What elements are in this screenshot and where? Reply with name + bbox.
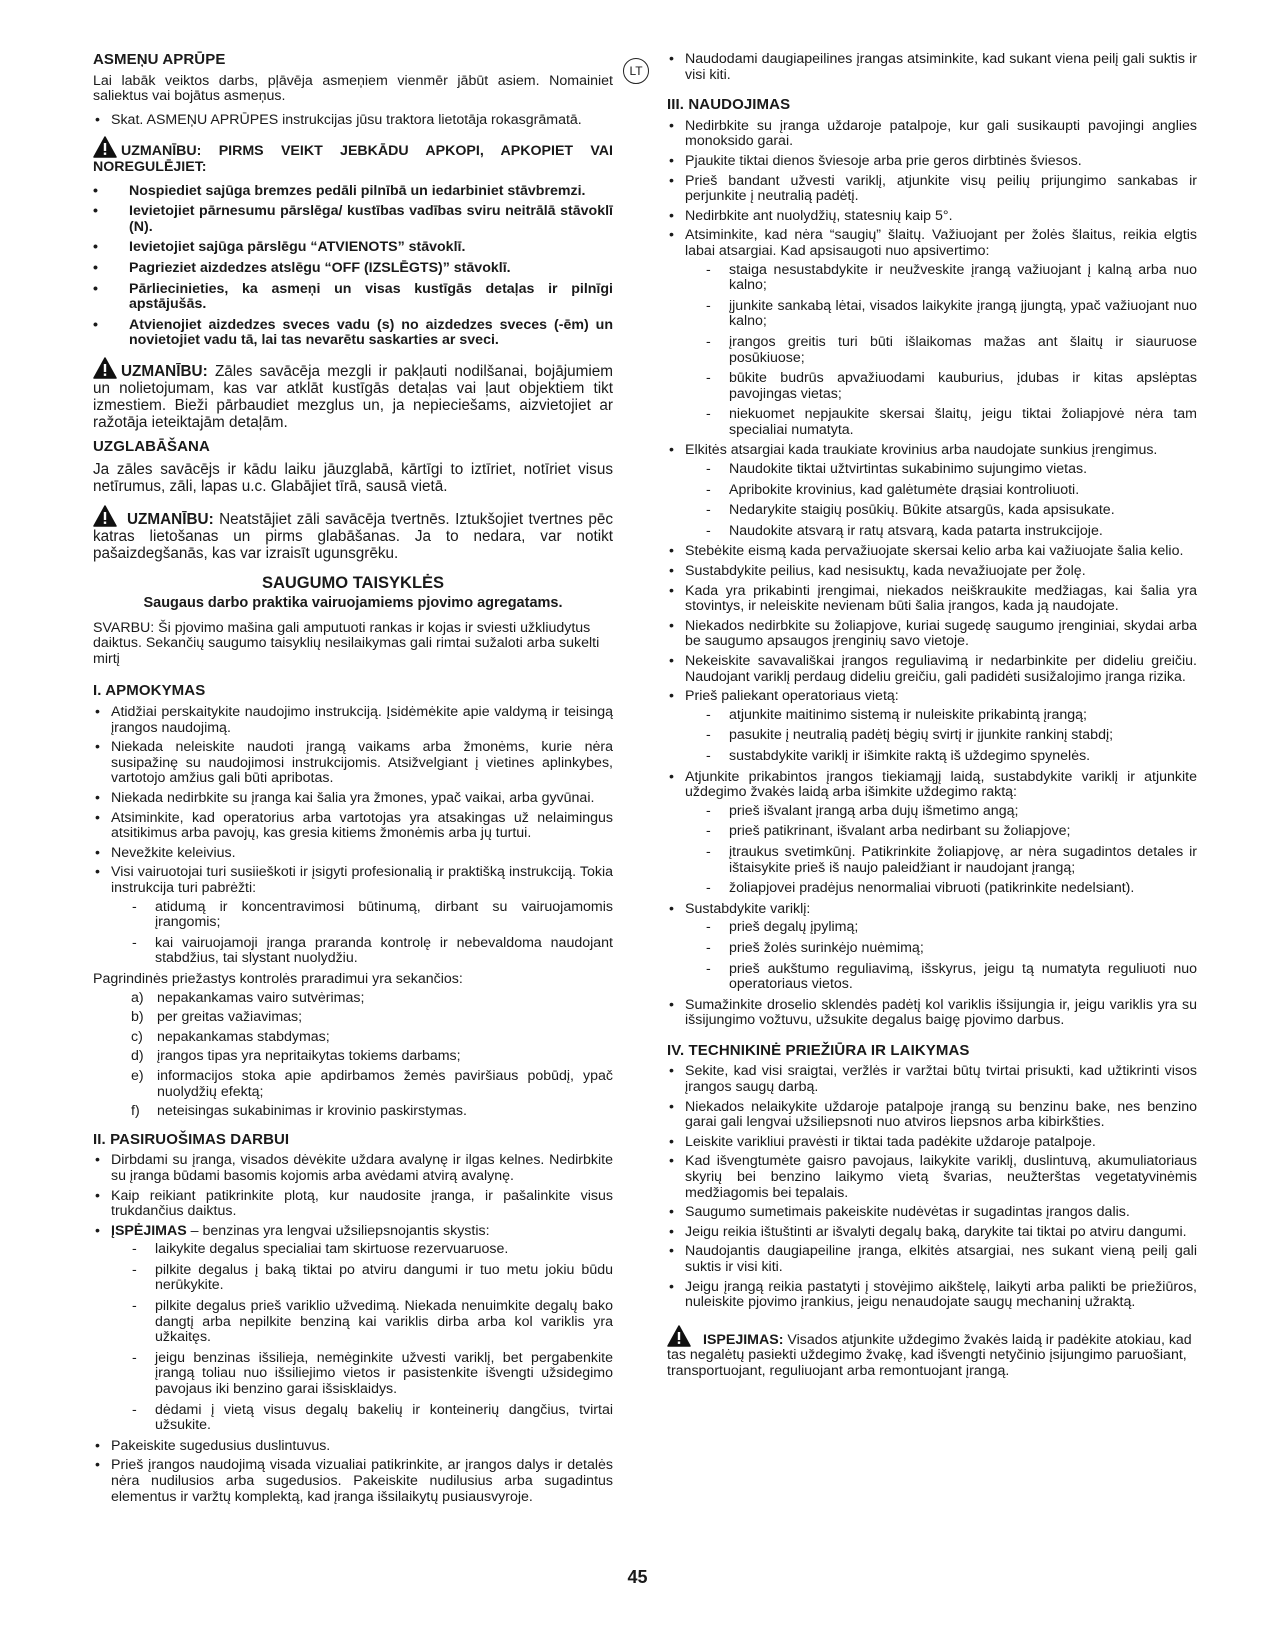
item-text: įrangos tipas yra nepritaikytas tokiems darbams; xyxy=(157,1048,461,1065)
list-item xyxy=(93,1049,613,1065)
list-item: • Jeigu įrangą reikia pastatyti į stovėjimo aikštelę, laikyti arba palikti be priežiūros, nuleiskite pjovimo įrankius, jeigu nenaudojate saugų mechaninį užraktą. xyxy=(667,1280,1197,1311)
sub-list-item: - Apribokite krovinius, kad galėtumėte drąsiai kontroliuoti. xyxy=(667,483,1197,499)
list-item: • Saugumo sumetimais pakeiskite nudėvėtas ir sugadintas įrangos dalis. xyxy=(667,1205,1197,1221)
list-item: • Pārliecinieties, ka asmeņi un visas kustīgās detaļas ir pilnīgi apstājušās. xyxy=(93,282,613,313)
list-item: • Ievietojiet sajūga pārslēgu “ATVIENOTS” stāvoklī. xyxy=(93,240,613,256)
list-item: • Niekados nelaikykite uždaroje patalpoje įrangą su benzinu bake, nes benzino garai gali lengvai užsiliepsnoti nuo atviros liepsnos arba kibirkšties. xyxy=(667,1100,1197,1131)
top-list xyxy=(667,52,1197,83)
warning-icon xyxy=(93,136,117,158)
sub-list-item: - jeigu benzinas išsilieja, nemėginkite užvesti variklį, bet pergabenkite įrangą toliau nuo išsiliejimo vietos ir pasistenkite išvengti užsidegimo pavojaus iki benzino garai išsisklaidys. xyxy=(93,1351,613,1398)
list-item: • Sumažinkite droselio sklendės padėtį kol variklis išsijungia ir, jeigu variklis yra su išsijungimo vožtuvu, užsukite degalus baigę pjovimo darbus. xyxy=(667,998,1197,1029)
sub-list-item: - prieš degalų įpylimą; xyxy=(667,920,1197,936)
warning-label: UZMANĪBU: xyxy=(121,362,208,380)
sub-list xyxy=(667,804,1197,897)
item-text: per greitas važiavimas; xyxy=(157,1009,303,1026)
list-item xyxy=(667,228,1197,438)
item-key: a) xyxy=(131,989,144,1006)
sub-list-item: - įrangos greitis turi būti išlaikomas mažas ant šlaitų ir siauruose posūkiuose; xyxy=(667,335,1197,366)
list-item xyxy=(667,443,1197,539)
list-item-text: Sustabdykite variklį: xyxy=(685,900,811,917)
list-item: • Ievietojiet pārnesumu pārslēga/ kustības vadības sviru neitrālā stāvoklī (N). xyxy=(93,204,613,235)
list-item: • Sustabdykite peilius, kad nesisuktų, kada nevažiuojate per žolę. xyxy=(667,564,1197,580)
list-item xyxy=(93,1104,613,1120)
list-item: • Pagrieziet aizdedzes atslēgu “OFF (IZSLĒGTS)” stāvoklī. xyxy=(93,261,613,277)
warning-label: ĮSPĖJIMAS xyxy=(111,1222,187,1239)
item-text: nepakankamas stabdymas; xyxy=(157,1028,330,1045)
causes-list xyxy=(93,991,613,1120)
list-item xyxy=(93,991,613,1007)
sub-list-item: - prieš išvalant įrangą arba dujų išmetimo angą; xyxy=(667,804,1197,820)
list-item: • Prieš bandant užvesti variklį, atjunkite visų peilių prijungimo sankabas ir perjunkite į neutralią padėtį. xyxy=(667,174,1197,205)
item-key: c) xyxy=(131,1028,143,1045)
care-text: Lai labāk veiktos darbs, pļāvēja asmeņiem vienmēr jābūt asiem. Nomainiet saliektus vai bojātus asmeņus. xyxy=(93,72,613,105)
warning-title: UZMANĪBU: PIRMS VEIKT JEBKĀDU APKOPI, APKOPIET VAI NOREGULĒJIET: xyxy=(93,143,613,175)
list-item xyxy=(667,902,1197,993)
sub-list-item: - sustabdykite variklį ir išimkite raktą iš uždegimo spynelės. xyxy=(667,749,1197,765)
list-item: • Pakeiskite sugedusius duslintuvus. xyxy=(93,1439,613,1455)
section-heading: II. PASIRUOŠIMAS DARBUI xyxy=(93,1130,290,1148)
list-item xyxy=(93,1069,613,1100)
list-item: • Dirbdami su įranga, visados dėvėkite uždara avalynę ir ilgas kelnes. Nedirbkite su įranga būdami basomis kojomis arba avėdami atvirą avalynę. xyxy=(93,1153,613,1184)
item-text: neteisingas sukabinimas ir krovinio paskirstymas. xyxy=(157,1103,467,1120)
warning-icon xyxy=(667,1325,691,1347)
list-item: • Niekada neleiskite naudoti įrangą vaikams arba žmonėms, kurie nėra susipažinę su naudojimosi instrukcijomis. Atsižvelgiant į vietines aplinkybes, vartotojo amžius gali būti apribotas. xyxy=(93,740,613,787)
list-item: • Prieš įrangos naudojimą visada vizualiai patikrinkite, ar įrangos dalys ir detalės nėra nudilusios arba sugedusios. Pakeiskite nudilusius arba sugadintus elementus ir varžtų komplektą, kad įranga išsilaikytų pusiausvyroje. xyxy=(93,1458,613,1505)
list-item: • Jeigu reikia ištuštinti ar išvalyti degalų baką, darykite tai tiktai po atviru dangumi. xyxy=(667,1225,1197,1241)
sub-list-item: - atidumą ir koncentravimosi būtinumą, dirbant su vairuojamomis įrangomis; xyxy=(93,900,613,931)
section-heading: III. NAUDOJIMAS xyxy=(667,96,791,114)
safety-subtitle: Saugaus darbo praktika vairuojamiems pjovimo agregatams. xyxy=(143,595,563,612)
causes-intro: Pagrindinės priežastys kontrolės praradimui yra sekančios: xyxy=(93,970,463,987)
item-text: nepakankamas vairo sutvėrimas; xyxy=(157,989,365,1006)
important-text: SVARBU: Ši pjovimo mašina gali amputuoti rankas ir kojas ir sviesti užkliudytus daiktus. Sekančių saugumo taisyklių nesilaikymas gali rimtai sužaloti arba sukelti mirtį xyxy=(93,619,600,667)
sub-list-item: - prieš patikrinant, išvalant arba nedirbant su žoliapjove; xyxy=(667,824,1197,840)
list-item: • Pjaukite tiktai dienos šviesoje arba prie geros dirbtinės šviesos. xyxy=(667,154,1197,170)
care-heading: ASMEŅU APRŪPE xyxy=(93,51,226,68)
maintenance-list xyxy=(667,1064,1197,1310)
sub-list-item: - pasukite į neutralią padėtį bėgių svirtį ir įjunkite rankinį stabdį; xyxy=(667,728,1197,744)
sub-list xyxy=(667,462,1197,539)
warning-block xyxy=(93,136,613,175)
section-heading: IV. TECHNIKINĖ PRIEŽIŪRA IR LAIKYMAS xyxy=(667,1041,970,1059)
sub-list-item: - pilkite degalus prieš variklio užvedimą. Niekada nenuimkite degalų bako dangtį arba nepilkite benziną kai variklis dirba arba kol variklis yra užkaitęs. xyxy=(93,1299,613,1346)
sub-list-item: - atjunkite maitinimo sistemą ir nuleiskite prikabintą įrangą; xyxy=(667,708,1197,724)
sub-list-item: - prieš žolės surinkėjo nuėmimą; xyxy=(667,941,1197,957)
list-item: • Kad išvengtumėte gaisro pavojaus, laikykite variklį, duslintuvą, akumuliatoriaus skyrių bei benzino laikymo vietą švarias, neužterštas vegetatyvinėmis medžiagomis bei tepalais. xyxy=(667,1154,1197,1201)
warning-label: UZMANĪBU: xyxy=(127,510,214,528)
list-item: • Nekeiskite savavališkai įrangos reguliavimą ir nedarbinkite per dideliu greičiu. Naudojant variklį perdaug dideliu greičiu, gali padidėti susižalojimo įranga rizika. xyxy=(667,654,1197,685)
sub-list-item: - žoliapjovei pradėjus nenormaliai vibruoti (patikrinkite nedelsiant). xyxy=(667,881,1197,897)
list-item: • Nevežkite keleivius. xyxy=(93,846,613,862)
item-text: informacijos stoka apie apdirbamos žemės paviršiaus pobūdį, ypač nuolydžių efektą; xyxy=(157,1067,613,1100)
list-item: • Leiskite varikliui pravėsti ir tiktai tada padėkite uždaroje patalpoje. xyxy=(667,1135,1197,1151)
warning-block xyxy=(93,357,613,431)
list-item xyxy=(667,689,1197,764)
sub-list xyxy=(93,1242,613,1434)
sub-list xyxy=(667,920,1197,992)
sub-list-item: - pilkite degalus į baką tiktai po atviru dangumi ir tuo metu jokiu būdu nerūkykite. xyxy=(93,1263,613,1294)
sub-list-item: - niekuomet nepjaukite skersai šlaitų, jeigu tiktai žoliapjovė nėra tam specialiai numatyta. xyxy=(667,407,1197,438)
sub-list-item: - staiga nesustabdykite ir neužveskite įrangą važiuojant į kalną arba nuo kalno; xyxy=(667,263,1197,294)
warning-steps-list xyxy=(93,184,613,349)
warning-block xyxy=(667,1325,1197,1380)
list-item-text: Atjunkite prikabintos įrangos tiekiamąjį laidą, sustabdykite variklį ir atjunkite uždegimo žvakės laidą arba išimkite uždegimo raktą: xyxy=(685,768,1197,801)
sub-list-item: - dėdami į vietą visus degalų bakelių ir konteinerių dangčius, tvirtai užsukite. xyxy=(93,1403,613,1434)
list-item xyxy=(93,865,613,967)
list-item xyxy=(667,770,1197,897)
list-item: • Naudodami daugiapeilines įrangas atsiminkite, kad sukant viena peilį gali suktis ir visi kiti. xyxy=(667,52,1197,83)
list-item: • Stebėkite eismą kada pervažiuojate skersai kelio arba kai važiuojate šalia kelio. xyxy=(667,544,1197,560)
sub-list-item: - kai vairuojamoji įranga praranda kontrolę ir nebevaldoma naudojant stabdžius, tai slystant nuolydžiu. xyxy=(93,936,613,967)
warning-text: Zāles savācēja mezgli ir pakļauti nodilšanai, bojājumiem un nolietojumam, kas var atklāt kustīgās detaļas vai ļaut objektiem tikt izmestiem. Bieži pārbaudiet mezglus un, ja nepieciešams, aizvietojiet ar ražotāja ieteiktajām detaļām. xyxy=(93,362,614,431)
warning-text: Neatstājiet zāli savācēja tvertnēs. Iztukšojiet tvertnes pēc katras lietošanas un pirms glabāšanas. Ja to nedara, var notikt pašaizdegšanās, kas var izraisīt ugunsgrēku. xyxy=(93,510,614,562)
list-item: • Kaip reikiant patikrinkite plotą, kur naudosite įranga, ir pašalinkite visus trukdančius daiktus. xyxy=(93,1189,613,1220)
sub-list-item: - Nedarykite staigių posūkių. Būkite atsargūs, kada apsisukate. xyxy=(667,503,1197,519)
right-column xyxy=(667,52,1197,1388)
item-key: d) xyxy=(131,1048,144,1065)
item-key: b) xyxy=(131,1009,144,1026)
sub-list-item: - prieš aukštumo reguliavimą, išskyrus, jeigu tą numatyta reguliuoti nuo operatoriaus vietos. xyxy=(667,962,1197,993)
section-heading: I. APMOKYMAS xyxy=(93,682,206,700)
sub-list-item: - Naudokite atsvarą ir ratų atsvarą, kada patarta instrukcijoje. xyxy=(667,524,1197,540)
sub-list-item: - įjunkite sankabą lėtai, visados laikykite įrangą įjungtą, ypač važiuojant nuo kalno; xyxy=(667,299,1197,330)
warning-block xyxy=(93,505,613,562)
safety-title: SAUGUMO TAISYKLĖS xyxy=(261,573,445,592)
list-item xyxy=(93,1030,613,1046)
list-item: • Sekite, kad visi sraigtai, veržlės ir varžtai būtų tvirtai prisukti, kad užtikrinti visos įrangos saugų darbą. xyxy=(667,1064,1197,1095)
list-item: • Nospiediet sajūga bremzes pedāli pilnībā un iedarbiniet stāvbremzi. xyxy=(93,184,613,200)
sub-list xyxy=(667,708,1197,765)
preparation-list xyxy=(93,1153,613,1505)
storage-heading: UZGLABĀŠANA xyxy=(93,437,210,455)
list-item: • Atidžiai perskaitykite naudojimo instrukciją. Įsidėmėkite apie valdymą ir teisingą įrangos naudojimą. xyxy=(93,705,613,736)
sub-list xyxy=(93,900,613,967)
list-item: • Nedirbkite ant nuolydžių, statesnių kaip 5°. xyxy=(667,209,1197,225)
item-key: f) xyxy=(131,1103,140,1120)
item-key: e) xyxy=(131,1067,144,1084)
sub-list-item: - įtraukus svetimkūnį. Patikrinkite žoliapjovę, ar nėra sugadintos detales ir ištaisykite prieš iš naujo paleidžiant ir naudojant įrangą; xyxy=(667,845,1197,876)
list-item-text: Elkitės atsargiai kada traukiate krovinius arba naudojate sunkius įrengimus. xyxy=(685,442,1158,459)
list-item: • Atsiminkite, kad operatorius arba vartotojas yra atsakingas už nelaimingus atsitikimus arba pavojų, kas gresia kitiems žmonėmis arba jų turtui. xyxy=(93,811,613,842)
storage-text: Ja zāles savācējs ir kādu laiku jāuzglabā, kārtīgi to iztīriet, notīriet visus netīrumus, zāli, lapas u.c. Glabājiet tīrā, sausā vietā. xyxy=(93,460,613,495)
list-item: • Atvienojiet aizdedzes sveces vadu (s) no aizdedzes sveces (-ēm) un novietojiet vadu tā, lai tas nevarētu saskarties ar sveci. xyxy=(93,318,613,349)
warning-label: ISPEJIMAS: xyxy=(703,1331,784,1348)
training-list xyxy=(93,705,613,967)
list-item: • Niekada nedirbkite su įranga kai šalia yra žmones, ypač vaikai, arba gyvūnai. xyxy=(93,791,613,807)
list-item-text: Visi vairuotojai turi susiieškoti ir įsigyti profesionalią ir praktišką instrukciją. Tokia instrukcija turi pabrėžti: xyxy=(111,864,613,896)
list-item xyxy=(93,1224,613,1434)
sub-list xyxy=(667,263,1197,439)
warning-icon xyxy=(93,505,117,527)
sub-list-item: - laikykite degalus specialiai tam skirtuose rezervuaruose. xyxy=(93,1242,613,1258)
list-item: • Skat. ASMEŅU APRŪPES instrukcijas jūsu traktora lietotāja rokasgrāmatā. xyxy=(93,113,613,129)
warning-text: – benzinas yra lengvai užsiliepsnojantis skystis: xyxy=(186,1222,490,1239)
list-item-text: Prieš paliekant operatoriaus vietą: xyxy=(685,688,899,705)
list-item: • Kada yra prikabinti įrengimai, niekados neiškraukite medžiagas, kai šalia yra stovintys, ir neleiskite nevienam būti šalia įrangos, kada ją naudojate. xyxy=(667,584,1197,615)
warning-text: Visados atjunkite uždegimo žvakės laidą ir padėkite atokiau, kad tas negalėtų pasiekti uždegimo žvakę, kad išvengti netyčinio įsijungimo paruošiant, transportuojant, reguliuojant arba remontuojant įrangą. xyxy=(667,1331,1192,1379)
sub-list-item: - būkite budrūs apvažiuodami kauburius, įdubas ir kitas apslėptas pavojingas vietas; xyxy=(667,371,1197,402)
list-item xyxy=(93,1010,613,1026)
list-item: • Nedirbkite su įranga uždaroje patalpoje, kur gali susikaupti pavojingi anglies monoksido garai. xyxy=(667,119,1197,150)
warning-icon xyxy=(93,357,117,379)
list-item: • Niekados nedirbkite su žoliapjove, kuriai sugedę saugumo įrenginiai, skydai arba be saugumo apsaugos įrenginių savo vietoje. xyxy=(667,619,1197,650)
care-list xyxy=(93,113,613,129)
list-item-text: Atsiminkite, kad nėra “saugių” šlaitų. Važiuojant per žolės šlaitus, reikia elgtis labai atsargiai. Kad apsisaugoti nuo apsivertimo: xyxy=(685,227,1197,259)
left-column xyxy=(93,52,613,1513)
language-badge: LT xyxy=(623,58,649,84)
usage-list xyxy=(667,119,1197,1029)
page-number: 45 xyxy=(627,1567,648,1587)
sub-list-item: - Naudokite tiktai užtvirtintas sukabinimo sujungimo vietas. xyxy=(667,462,1197,478)
list-item: • Naudojantis daugiapeiline įranga, elkitės atsargiai, nes sukant vieną peilį gali suktis ir visi kiti. xyxy=(667,1244,1197,1275)
